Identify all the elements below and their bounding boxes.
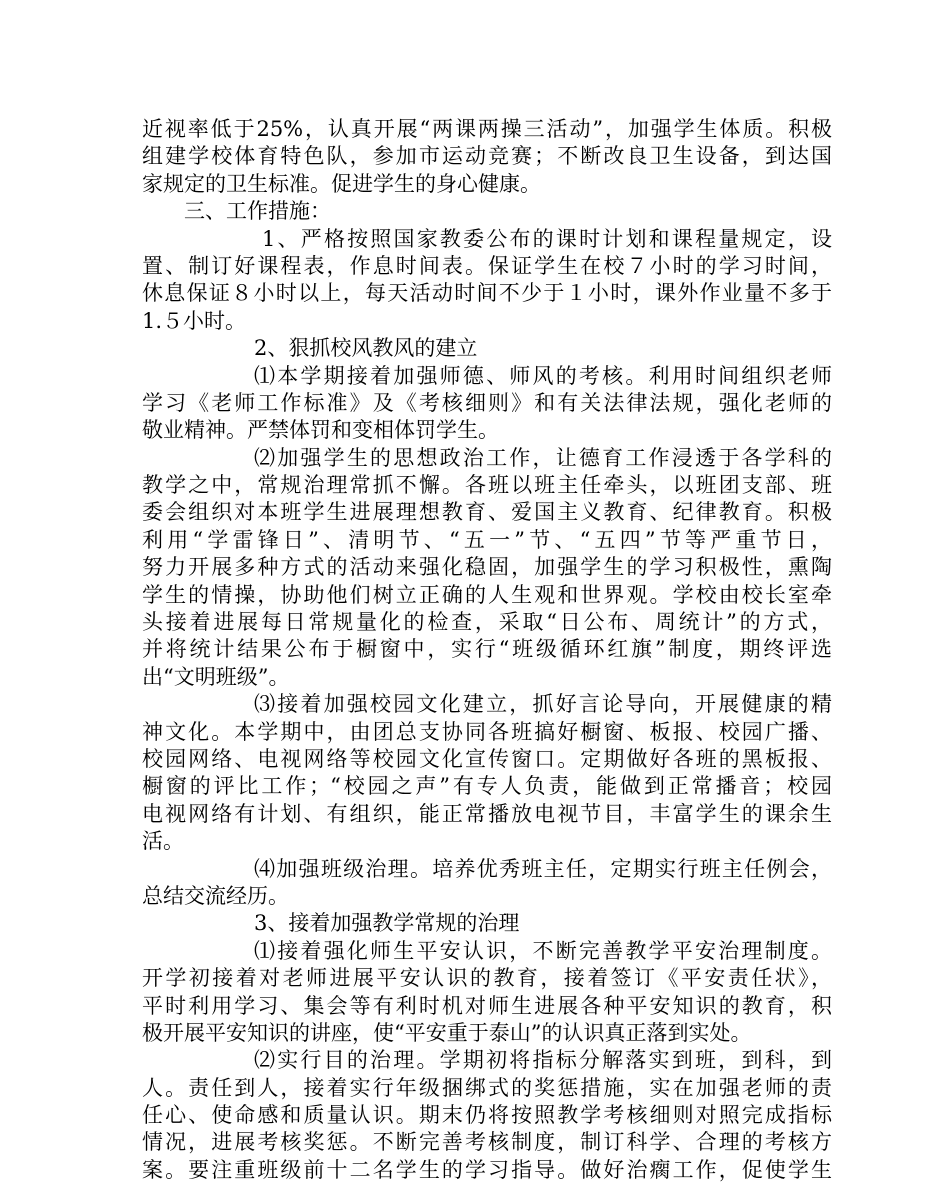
text-line: ⑵实行目的治理。学期初将指标分解落实到班，到科，到 [254, 1048, 832, 1073]
text-line: 利用“学雷锋日”、清明节、“五一”节、“五四”节等严重节日， [142, 527, 832, 552]
text-line: 平时利用学习、集会等有利时机对师生进展各种平安知识的教育，积 [142, 993, 832, 1018]
text-line: ⑶接着加强校园文化建立，抓好言论导向，开展健康的精 [254, 692, 832, 717]
text-line: 出“文明班级”。 [142, 664, 290, 689]
text-line: 委会组织对本班学生进展理想教育、爱国主义教育、纪律教育。积极 [142, 500, 832, 525]
text-line: 情况，进展考核奖惩。不断完善考核制度，制订科学、合理的考核方 [142, 1130, 832, 1155]
text-line: 置、制订好课程表，作息时间表。保证学生在校７小时的学习时间， [142, 253, 832, 278]
body-text [142, 116, 832, 1184]
text-line: ⑷加强班级治理。培养优秀班主任，定期实行班主任例会， [254, 856, 832, 881]
text-line: 神文化。本学期中，由团总支协同各班搞好橱窗、板报、校园广播、 [142, 719, 832, 744]
text-line: 校园网络、电视网络等校园文化宣传窗口。定期做好各班的黑板报、 [142, 746, 832, 771]
section-heading: 三、工作措施： [184, 199, 331, 224]
text-line: 教学之中，常规治理常抓不懈。各班以班主任牵头，以班团支部、班 [142, 473, 832, 498]
text-line: 1.５小时。 [142, 308, 247, 333]
text-line: 总结交流经历。 [142, 883, 289, 908]
text-line: 电视网络有计划、有组织，能正常播放电视节目，丰富学生的课余生 [142, 801, 832, 826]
text-line: ⑴接着强化师生平安认识，不断完善教学平安治理制度。 [254, 938, 832, 963]
text-line: 努力开展多种方式的活动来强化稳固，加强学生的学习积极性，熏陶 [142, 555, 832, 580]
text-line: 学生的情操，协助他们树立正确的人生观和世界观。学校由校长室牵 [142, 582, 832, 607]
subsection-heading: 3、接着加强教学常规的治理 [254, 911, 520, 936]
text-line: ⑴本学期接着加强师德、师风的考核。利用时间组织老师 [254, 363, 832, 388]
text-line: 任心、使命感和质量认识。期末仍将按照教学考核细则对照完成指标 [142, 1103, 832, 1128]
text-line: 极开展平安知识的讲座，使“平安重于泰山”的认识真正落到实处。 [142, 1020, 752, 1045]
text-line: 并将统计结果公布于橱窗中，实行“班级循环红旗”制度，期终评选 [142, 637, 832, 662]
text-line: 人。责任到人，接着实行年级捆绑式的奖惩措施，实在加强老师的责 [142, 1075, 832, 1100]
text-line: 开学初接着对老师进展平安认识的教育，接着签订《平安责任状》， [142, 966, 832, 991]
text-line: 敬业精神。严禁体罚和变相体罚学生。 [142, 418, 499, 443]
text-line: 近视率低于25%，认真开展“两课两操三活动”，加强学生体质。积极 [142, 117, 832, 141]
text-line: 组建学校体育特色队，参加市运动竞赛；不断改良卫生设备，到达国 [142, 144, 832, 169]
text-line: 学习《老师工作标准》及《考核细则》和有关法律法规，强化老师的 [142, 390, 832, 415]
text-line: 1、严格按照国家教委公布的课时计划和课程量规定，设 [262, 226, 832, 251]
text-line: 橱窗的评比工作；“校园之声”有专人负责，能做到正常播音；校园 [142, 774, 832, 799]
text-line: 案。要注重班级前十二名学生的学习指导。做好治瘸工作，促使学生 [142, 1157, 832, 1182]
text-line: 休息保证８小时以上，每天活动时间不少于１小时，课外作业量不多于 [142, 281, 832, 306]
text-line: ⑵加强学生的思想政治工作，让德育工作浸透于各学科的 [254, 445, 832, 470]
text-line: 活。 [142, 829, 184, 854]
text-line: 家规定的卫生标准。促进学生的身心健康。 [142, 171, 541, 196]
text-line: 头接着进展每日常规量化的检查，采取“日公布、周统计”的方式， [142, 610, 832, 635]
subsection-heading: 2、狠抓校风教风的建立 [254, 336, 478, 361]
